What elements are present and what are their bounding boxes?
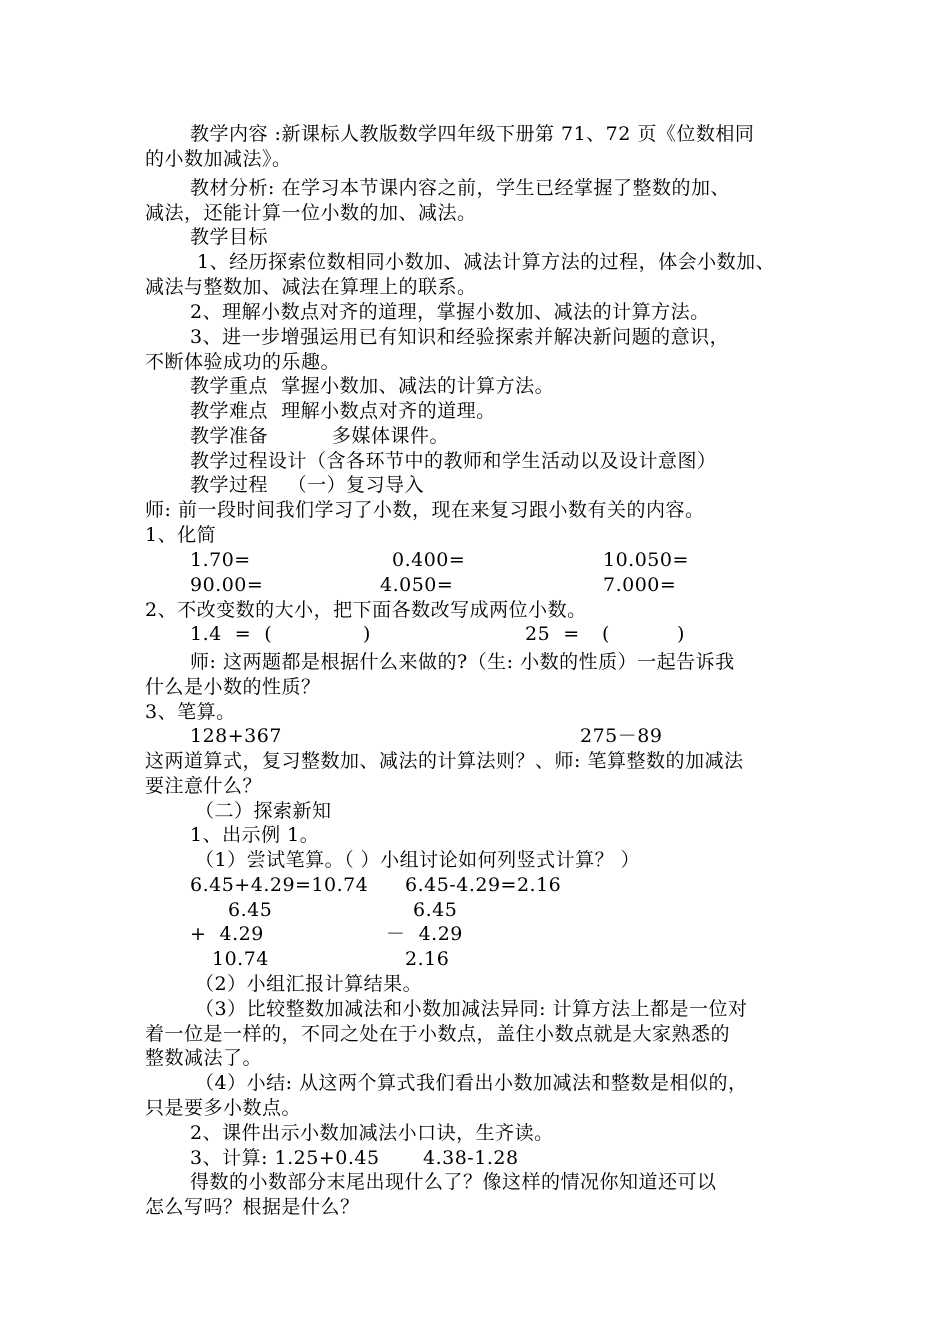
text-line: 1.4 = ( (190, 623, 273, 645)
text-line: 多媒体课件。 (332, 425, 450, 447)
text-line: （3）比较整数加减法和小数加减法异同: 计算方法上都是一位对 (195, 998, 748, 1020)
text-line: 6.45 (228, 899, 273, 921)
text-line: 3、计算: 1.25+0.45 (190, 1147, 380, 1169)
text-line: 整数减法了。 (145, 1047, 263, 1069)
text-line: 减法，还能计算一位小数的加、减法。 (145, 202, 477, 224)
text-line: （4）小结: 从这两个算式我们看出小数加减法和整数是相似的， (195, 1072, 748, 1094)
text-line: 得数的小数部分末尾出现什么了？像这样的情况你知道还可以 (190, 1171, 717, 1193)
text-line: － 4.29 (386, 923, 463, 945)
text-line: 7.000= (603, 574, 677, 596)
text-line: 90.00= (190, 574, 264, 596)
text-line: 128+367 (190, 725, 282, 747)
text-line: （2）小组汇报计算结果。 (195, 973, 423, 995)
text-line: 3、笔算。 (145, 701, 236, 723)
text-line: 教学重点 掌握小数加、减法的计算方法。 (190, 375, 555, 397)
text-line: 这两道算式，复习整数加、减法的计算法则？、师: 笔算整数的加减法 (145, 750, 744, 772)
text-line: （二）探索新知 (195, 800, 332, 822)
text-line: 2.16 (405, 948, 450, 970)
text-line: 师: 前一段时间我们学习了小数，现在来复习跟小数有关的内容。 (145, 499, 705, 521)
text-line: 25 = (525, 623, 580, 645)
text-line: 4.050= (380, 574, 454, 596)
text-line: 1、化简 (145, 524, 217, 546)
text-line: 怎么写吗？根据是什么？ (145, 1196, 360, 1218)
text-line: 只是要多小数点。 (145, 1097, 302, 1119)
text-line: 1、经历探索位数相同小数加、减法计算方法的过程，体会小数加、 (197, 251, 776, 273)
text-line: 师: 这两题都是根据什么来做的?（生: 小数的性质）一起告诉我 (190, 651, 735, 673)
text-line: 1、出示例 1。 (190, 824, 320, 846)
text-line: 着一位是一样的，不同之处在于小数点，盖住小数点就是大家熟悉的 (145, 1023, 731, 1045)
text-line: 1.70= (190, 549, 251, 571)
text-line: ) (677, 623, 685, 645)
text-line: ) (363, 623, 371, 645)
text-line: 6.45 (413, 899, 458, 921)
text-line: 教学目标 (190, 226, 269, 248)
text-line: 教材分析: 在学习本节课内容之前，学生已经掌握了整数的加、 (190, 177, 730, 199)
text-line: 教学过程 （一）复习导入 (190, 474, 425, 496)
text-line: 2、不改变数的大小，把下面各数改写成两位小数。 (145, 599, 587, 621)
text-line: （1）尝试笔算。（ ）小组讨论如何列竖式计算？ ） (195, 849, 641, 871)
text-line: ( (602, 623, 610, 645)
text-line: 4.38-1.28 (423, 1147, 519, 1169)
text-line: 减法与整数加、减法在算理上的联系。 (145, 276, 477, 298)
text-line: 3、进一步增强运用已有知识和经验探索并解决新问题的意识， (190, 326, 730, 348)
text-line: 不断体验成功的乐趣。 (145, 351, 341, 373)
text-line: 2、理解小数点对齐的道理，掌握小数加、减法的计算方法。 (190, 301, 710, 323)
text-line: 0.400= (392, 549, 466, 571)
text-line: 6.45+4.29=10.74 (190, 874, 369, 896)
text-line: 275－89 (580, 725, 663, 747)
text-line: 教学难点 理解小数点对齐的道理。 (190, 400, 496, 422)
text-line: 2、课件出示小数加减法小口诀，生齐读。 (190, 1122, 554, 1144)
text-line: 要注意什么？ (145, 775, 263, 797)
text-line: 什么是小数的性质？ (145, 676, 321, 698)
text-line: 10.74 (212, 948, 269, 970)
text-line: 教学过程设计（含各环节中的教师和学生活动以及设计意图） (190, 450, 717, 472)
text-line: 10.050= (603, 549, 689, 571)
text-line: 的小数加减法》。 (145, 148, 292, 170)
text-line: 教学准备 (190, 425, 269, 447)
text-line: 教学内容 :新课标人教版数学四年级下册第 71、72 页《位数相同 (190, 123, 755, 145)
text-line: + 4.29 (190, 923, 264, 945)
text-line: 6.45-4.29=2.16 (405, 874, 562, 896)
